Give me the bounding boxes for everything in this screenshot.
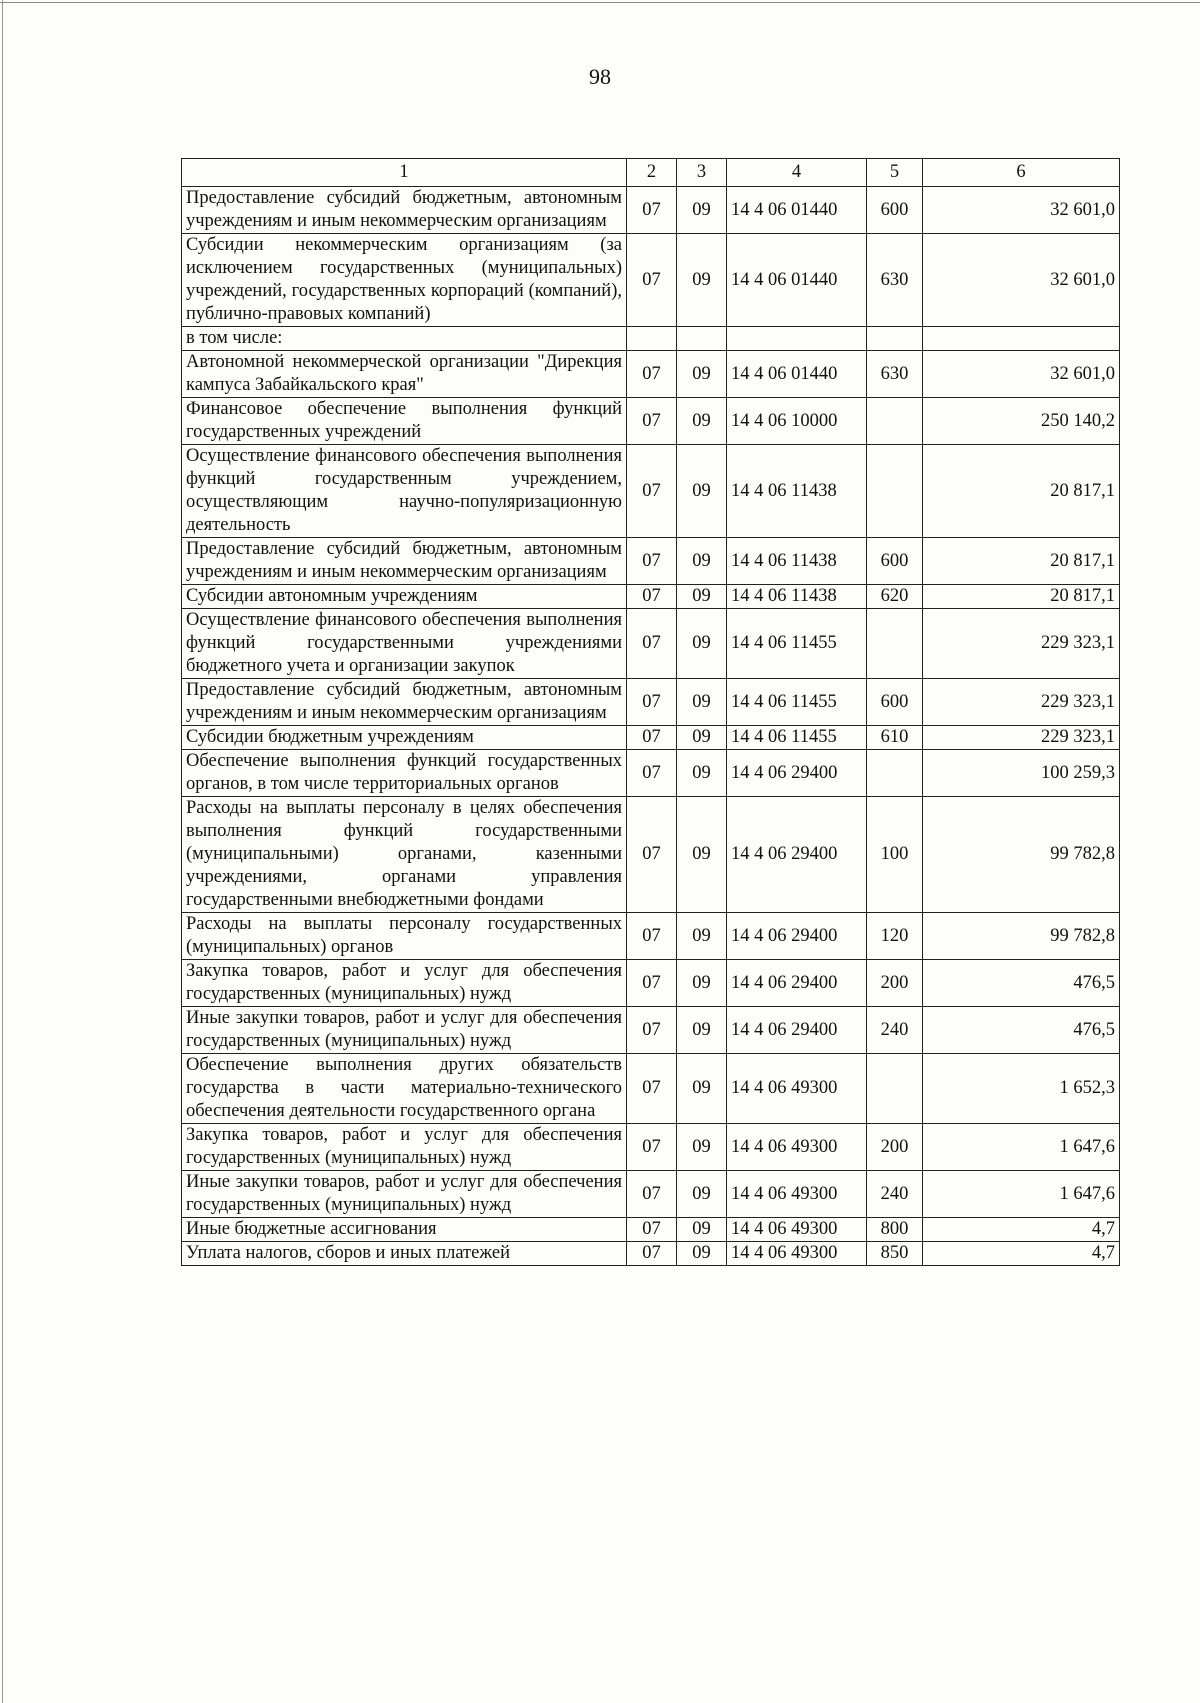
- row-name: Обеспечение выполнения функций государственных органов, в том числе территориальных органов: [182, 750, 627, 797]
- expense-type-code: 600: [867, 679, 923, 726]
- amount: 32 601,0: [923, 234, 1120, 327]
- amount: 476,5: [923, 1007, 1120, 1054]
- subsection-code: 09: [677, 797, 727, 913]
- section-code: 07: [627, 1124, 677, 1171]
- section-code: 07: [627, 1171, 677, 1218]
- amount: [923, 327, 1120, 351]
- section-code: 07: [627, 960, 677, 1007]
- table-row: [182, 1054, 1120, 1124]
- amount: 229 323,1: [923, 679, 1120, 726]
- amount: 100 259,3: [923, 750, 1120, 797]
- section-code: 07: [627, 750, 677, 797]
- row-name: Осуществление финансового обеспечения выполнения функций государственным учреждением, осуществляющим научно-популяризационную деятельность: [182, 445, 627, 538]
- expense-type-code: 200: [867, 1124, 923, 1171]
- subsection-code: 09: [677, 1007, 727, 1054]
- row-name: Иные закупки товаров, работ и услуг для обеспечения государственных (муниципальных) нужд: [182, 1171, 627, 1218]
- target-article-code: 14 4 06 49300: [727, 1171, 867, 1218]
- row-name: Закупка товаров, работ и услуг для обеспечения государственных (муниципальных) нужд: [182, 960, 627, 1007]
- page-number: 98: [589, 64, 611, 89]
- row-name: Субсидии автономным учреждениям: [182, 585, 627, 609]
- section-code: 07: [627, 913, 677, 960]
- section-code: 07: [627, 398, 677, 445]
- table-row: [182, 445, 1120, 538]
- expense-type-code: 600: [867, 538, 923, 585]
- column-header-3: 3: [677, 159, 727, 187]
- amount: 1 647,6: [923, 1171, 1120, 1218]
- row-name: Осуществление финансового обеспечения выполнения функций государственными учреждениями бюджетного учета и организации закупок: [182, 609, 627, 679]
- table-row: [182, 351, 1120, 398]
- target-article-code: 14 4 06 11438: [727, 585, 867, 609]
- target-article-code: 14 4 06 49300: [727, 1242, 867, 1266]
- table-row: [182, 797, 1120, 913]
- row-name: Расходы на выплаты персоналу в целях обеспечения выполнения функций государственными (муниципальными) органами, казенными учреждениями, органами управления государственными внебюджетными фондами: [182, 797, 627, 913]
- amount: 20 817,1: [923, 445, 1120, 538]
- table-row: [182, 1007, 1120, 1054]
- table-row: [182, 1171, 1120, 1218]
- row-name: в том числе:: [182, 327, 627, 351]
- section-code: 07: [627, 1007, 677, 1054]
- subsection-code: 09: [677, 609, 727, 679]
- scan-edge-left: [2, 0, 3, 1703]
- subsection-code: 09: [677, 750, 727, 797]
- amount: 250 140,2: [923, 398, 1120, 445]
- section-code: 07: [627, 679, 677, 726]
- section-code: 07: [627, 351, 677, 398]
- table-row: [182, 187, 1120, 234]
- row-name: Иные бюджетные ассигнования: [182, 1218, 627, 1242]
- amount: 229 323,1: [923, 726, 1120, 750]
- table-row: [182, 1242, 1120, 1266]
- table-row: [182, 1124, 1120, 1171]
- target-article-code: 14 4 06 11455: [727, 609, 867, 679]
- expense-type-code: [867, 398, 923, 445]
- amount: 1 652,3: [923, 1054, 1120, 1124]
- row-name: Закупка товаров, работ и услуг для обеспечения государственных (муниципальных) нужд: [182, 1124, 627, 1171]
- table-row: [182, 398, 1120, 445]
- section-code: 07: [627, 1218, 677, 1242]
- column-header-6: 6: [923, 159, 1120, 187]
- target-article-code: 14 4 06 29400: [727, 750, 867, 797]
- subsection-code: 09: [677, 960, 727, 1007]
- expense-type-code: [867, 445, 923, 538]
- target-article-code: 14 4 06 49300: [727, 1124, 867, 1171]
- target-article-code: 14 4 06 11455: [727, 679, 867, 726]
- row-name: Предоставление субсидий бюджетным, автономным учреждениям и иным некоммерческим организациям: [182, 538, 627, 585]
- expense-type-code: 630: [867, 351, 923, 398]
- target-article-code: 14 4 06 11438: [727, 445, 867, 538]
- amount: 99 782,8: [923, 913, 1120, 960]
- row-name: Уплата налогов, сборов и иных платежей: [182, 1242, 627, 1266]
- section-code: [627, 327, 677, 351]
- table-header-row: [182, 159, 1120, 187]
- target-article-code: 14 4 06 29400: [727, 960, 867, 1007]
- amount: 20 817,1: [923, 585, 1120, 609]
- amount: 20 817,1: [923, 538, 1120, 585]
- subsection-code: 09: [677, 1218, 727, 1242]
- table-row: [182, 609, 1120, 679]
- target-article-code: 14 4 06 11455: [727, 726, 867, 750]
- subsection-code: 09: [677, 398, 727, 445]
- section-code: 07: [627, 538, 677, 585]
- expense-type-code: [867, 609, 923, 679]
- subsection-code: 09: [677, 585, 727, 609]
- target-article-code: 14 4 06 10000: [727, 398, 867, 445]
- subsection-code: 09: [677, 1171, 727, 1218]
- expense-type-code: 630: [867, 234, 923, 327]
- target-article-code: 14 4 06 29400: [727, 797, 867, 913]
- section-code: 07: [627, 1242, 677, 1266]
- expense-type-code: 850: [867, 1242, 923, 1266]
- subsection-code: 09: [677, 1242, 727, 1266]
- expense-type-code: 120: [867, 913, 923, 960]
- expense-type-code: 620: [867, 585, 923, 609]
- budget-table: [181, 158, 1120, 1266]
- expense-type-code: 600: [867, 187, 923, 234]
- target-article-code: 14 4 06 11438: [727, 538, 867, 585]
- row-name: Обеспечение выполнения других обязательств государства в части материально-технического обеспечения деятельности государственного органа: [182, 1054, 627, 1124]
- section-code: 07: [627, 609, 677, 679]
- target-article-code: 14 4 06 49300: [727, 1218, 867, 1242]
- subsection-code: 09: [677, 351, 727, 398]
- expense-type-code: [867, 750, 923, 797]
- table-row: [182, 327, 1120, 351]
- expense-type-code: [867, 327, 923, 351]
- row-name: Иные закупки товаров, работ и услуг для обеспечения государственных (муниципальных) нужд: [182, 1007, 627, 1054]
- target-article-code: 14 4 06 01440: [727, 187, 867, 234]
- target-article-code: 14 4 06 01440: [727, 351, 867, 398]
- row-name: Субсидии бюджетным учреждениям: [182, 726, 627, 750]
- section-code: 07: [627, 445, 677, 538]
- row-name: Субсидии некоммерческим организациям (за исключением государственных (муниципальных) учреждений, государственных корпораций (компаний), публично-правовых компаний): [182, 234, 627, 327]
- table-row: [182, 538, 1120, 585]
- subsection-code: 09: [677, 1054, 727, 1124]
- subsection-code: 09: [677, 234, 727, 327]
- section-code: 07: [627, 726, 677, 750]
- row-name: Автономной некоммерческой организации "Дирекция кампуса Забайкальского края": [182, 351, 627, 398]
- subsection-code: 09: [677, 538, 727, 585]
- table-row: [182, 1218, 1120, 1242]
- amount: 4,7: [923, 1218, 1120, 1242]
- amount: 99 782,8: [923, 797, 1120, 913]
- table-row: [182, 679, 1120, 726]
- row-name: Расходы на выплаты персоналу государственных (муниципальных) органов: [182, 913, 627, 960]
- section-code: 07: [627, 585, 677, 609]
- row-name: Финансовое обеспечение выполнения функций государственных учреждений: [182, 398, 627, 445]
- expense-type-code: 800: [867, 1218, 923, 1242]
- column-header-4: 4: [727, 159, 867, 187]
- expense-type-code: 100: [867, 797, 923, 913]
- subsection-code: 09: [677, 187, 727, 234]
- amount: 229 323,1: [923, 609, 1120, 679]
- subsection-code: 09: [677, 913, 727, 960]
- row-name: Предоставление субсидий бюджетным, автономным учреждениям и иным некоммерческим организациям: [182, 187, 627, 234]
- expense-type-code: [867, 1054, 923, 1124]
- subsection-code: 09: [677, 679, 727, 726]
- table-row: [182, 750, 1120, 797]
- expense-type-code: 240: [867, 1007, 923, 1054]
- subsection-code: 09: [677, 726, 727, 750]
- table-row: [182, 726, 1120, 750]
- table-row: [182, 585, 1120, 609]
- column-header-5: 5: [867, 159, 923, 187]
- amount: 1 647,6: [923, 1124, 1120, 1171]
- expense-type-code: 240: [867, 1171, 923, 1218]
- section-code: 07: [627, 797, 677, 913]
- subsection-code: 09: [677, 445, 727, 538]
- amount: 32 601,0: [923, 187, 1120, 234]
- table-row: [182, 960, 1120, 1007]
- table-row: [182, 913, 1120, 960]
- subsection-code: [677, 327, 727, 351]
- column-header-2: 2: [627, 159, 677, 187]
- column-header-1: 1: [182, 159, 627, 187]
- section-code: 07: [627, 187, 677, 234]
- amount: 32 601,0: [923, 351, 1120, 398]
- amount: 4,7: [923, 1242, 1120, 1266]
- scan-edge-top: [0, 2, 1200, 3]
- table-body: [182, 187, 1120, 1266]
- target-article-code: 14 4 06 29400: [727, 913, 867, 960]
- amount: 476,5: [923, 960, 1120, 1007]
- target-article-code: 14 4 06 49300: [727, 1054, 867, 1124]
- expense-type-code: 200: [867, 960, 923, 1007]
- expense-type-code: 610: [867, 726, 923, 750]
- section-code: 07: [627, 1054, 677, 1124]
- target-article-code: 14 4 06 29400: [727, 1007, 867, 1054]
- target-article-code: 14 4 06 01440: [727, 234, 867, 327]
- subsection-code: 09: [677, 1124, 727, 1171]
- section-code: 07: [627, 234, 677, 327]
- row-name: Предоставление субсидий бюджетным, автономным учреждениям и иным некоммерческим организациям: [182, 679, 627, 726]
- table-row: [182, 234, 1120, 327]
- target-article-code: [727, 327, 867, 351]
